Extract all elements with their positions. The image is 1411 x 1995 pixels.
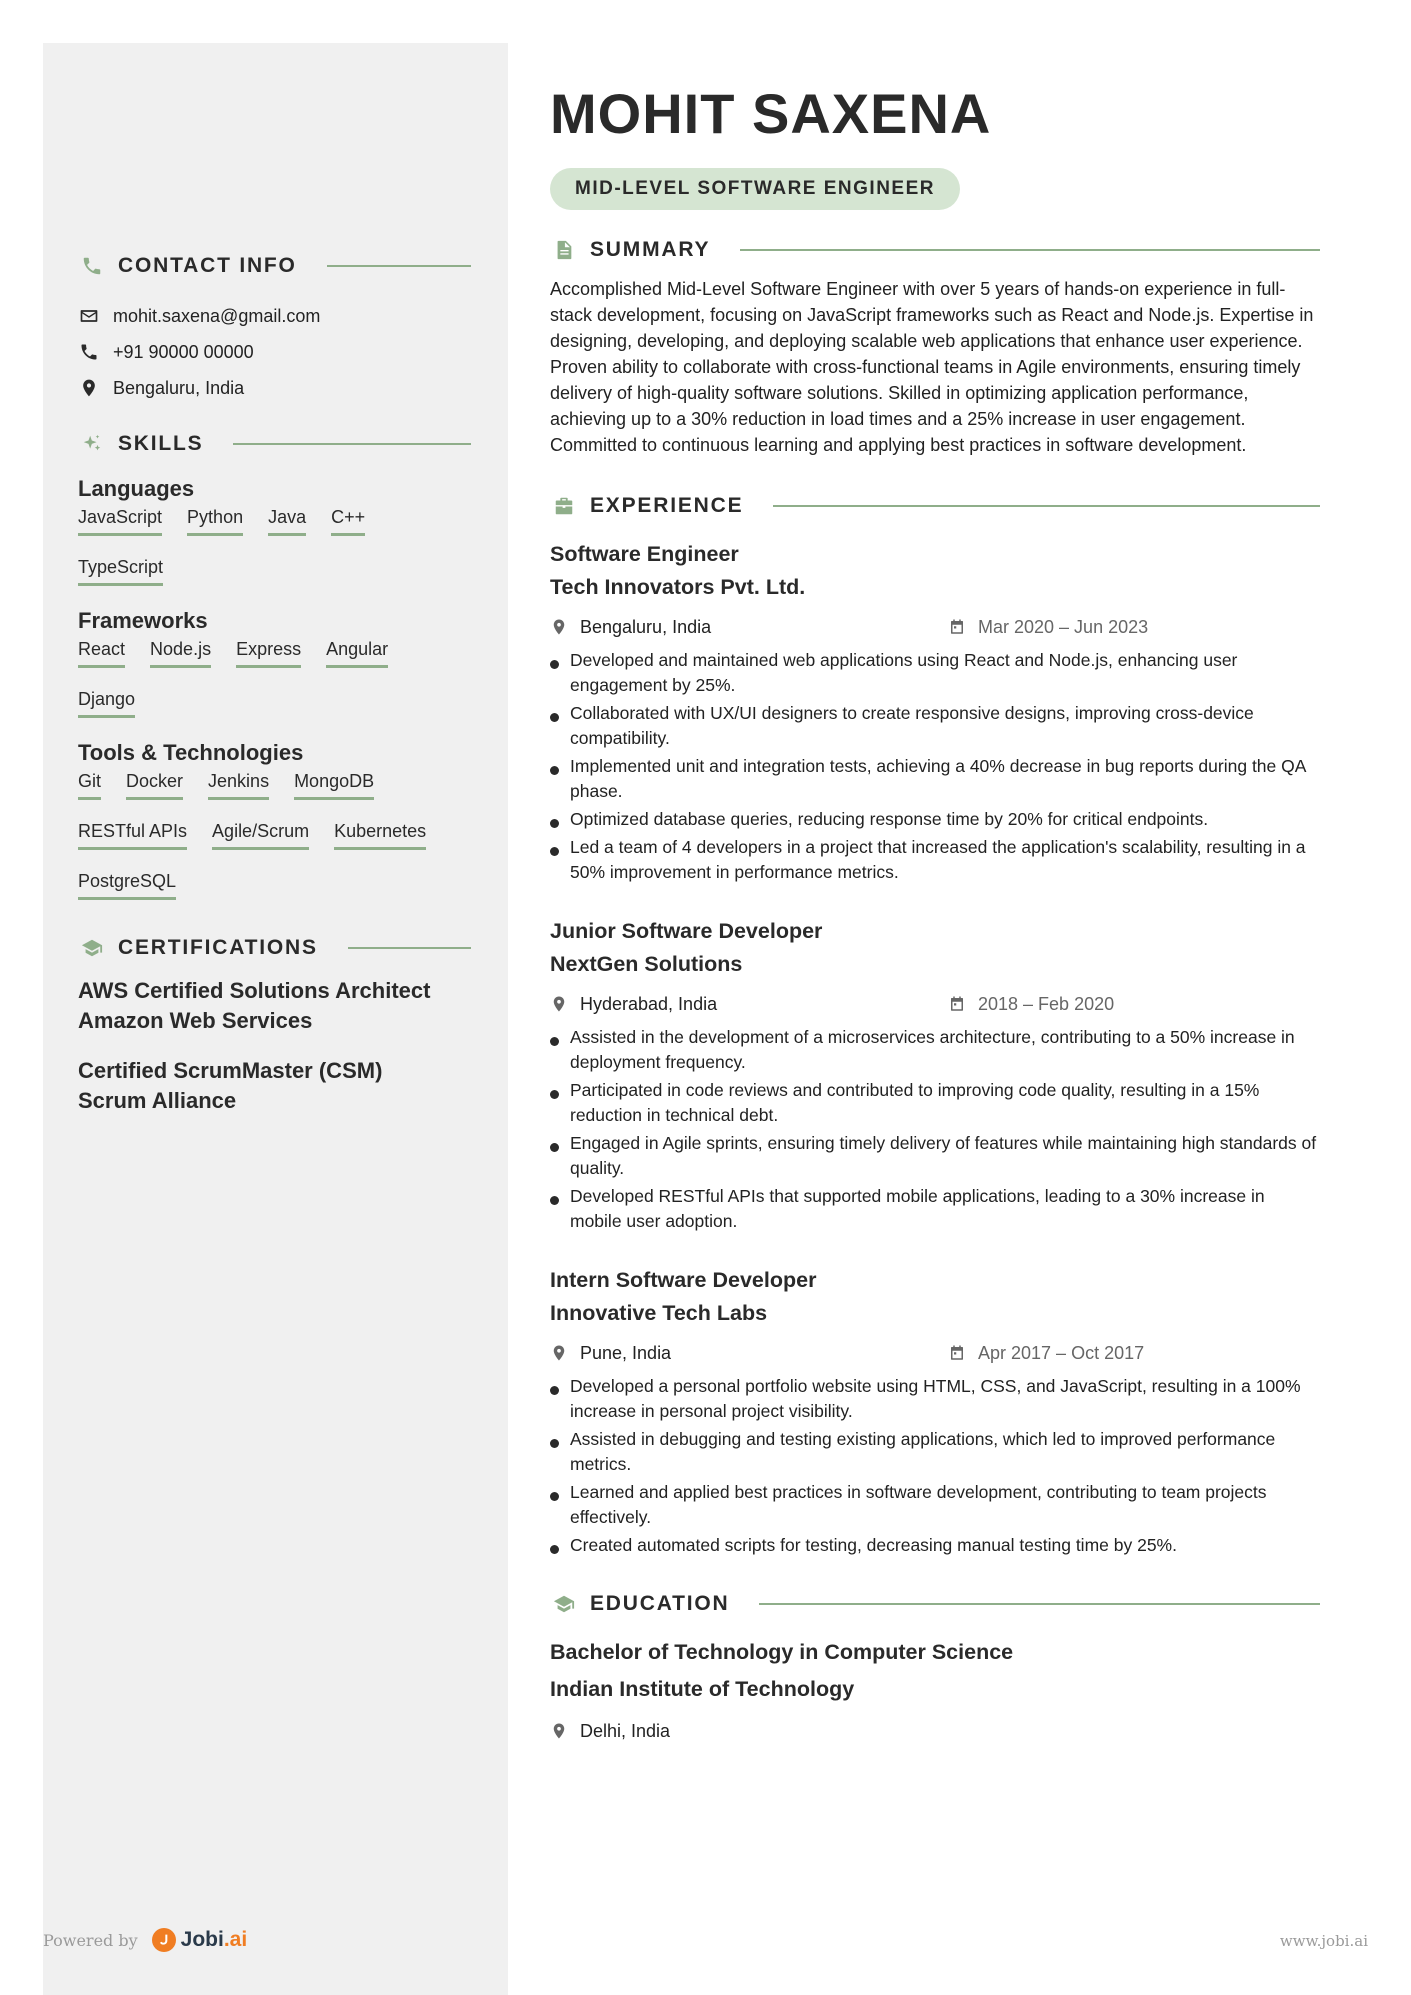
- contact-location: Bengaluru, India: [113, 377, 245, 398]
- certification-issuer: Amazon Web Services: [78, 1008, 313, 1033]
- skill-tag: Express: [236, 638, 301, 668]
- job-bullet: Created automated scripts for testing, decreasing manual testing time by 25%.: [550, 1533, 1320, 1558]
- job-title: Software Engineer: [550, 542, 739, 566]
- contact-list: [78, 298, 471, 406]
- location-pin-icon: [550, 618, 568, 636]
- skill-group-title: Tools & Technologies: [78, 740, 304, 765]
- experience-header: [550, 488, 1320, 524]
- phone-icon: [78, 252, 106, 280]
- sidebar-content: [78, 248, 471, 1136]
- skill-group-tools: [78, 740, 471, 900]
- job-meta: [550, 610, 1320, 644]
- skills-title: SKILLS: [118, 432, 204, 455]
- contact-email-row: [78, 298, 471, 334]
- skill-tag: Jenkins: [208, 770, 269, 800]
- job-location: [550, 1343, 948, 1364]
- job-entry: [550, 915, 1320, 1234]
- job-bullet: Collaborated with UX/UI designers to create responsive designs, improving cross-device compatibility.: [550, 701, 1320, 751]
- powered-by: [43, 1928, 247, 1952]
- brand-name: Jobi: [180, 1928, 224, 1951]
- location-pin-icon: [78, 377, 100, 399]
- calendar-icon: [948, 618, 966, 636]
- job-location: [550, 617, 948, 638]
- jobi-logo-text[interactable]: [181, 1928, 248, 1952]
- job-meta: [550, 1336, 1320, 1370]
- certifications-header: [78, 930, 471, 966]
- contact-phone: +91 90000 00000: [113, 341, 254, 362]
- main-content: [550, 80, 1320, 1748]
- summary-header: [550, 232, 1320, 268]
- job-location-text: Pune, India: [580, 1342, 672, 1363]
- briefcase-icon: [550, 492, 578, 520]
- job-dates: [948, 1343, 1144, 1364]
- job-location: [550, 994, 948, 1015]
- contact-info-title: CONTACT INFO: [118, 254, 297, 277]
- summary-text: Accomplished Mid-Level Software Engineer with over 5 years of hands-on experience in full-stack development, focusing on JavaScript frameworks such as React and Node.js. Expertise in designing, developing, and deploying scalable web applications that enhance user experience. Proven ability to collaborate with cross-functional teams in Agile environments, ensuring timely delivery of high-quality software solutions. Skilled in optimizing application performance, achieving up to a 30% reduction in load times and a 25% increase in user engagement. Committed to continuous learning and applying best practices in software development.: [550, 279, 1314, 455]
- calendar-icon: [948, 1344, 966, 1362]
- education-location: [550, 1721, 948, 1742]
- section-divider: [327, 265, 471, 267]
- skill-tag: Node.js: [150, 638, 211, 668]
- skill-tag: PostgreSQL: [78, 870, 176, 900]
- jobi-logo-icon: [152, 1928, 176, 1952]
- candidate-name: MOHIT SAXENA: [550, 82, 992, 145]
- certification-name: AWS Certified Solutions Architect: [78, 978, 431, 1003]
- certification-list: [78, 976, 471, 1116]
- skill-tag: React: [78, 638, 125, 668]
- section-divider: [759, 1603, 1320, 1605]
- certification-item: [78, 1056, 471, 1116]
- section-divider: [233, 443, 471, 445]
- experience-title: EXPERIENCE: [590, 494, 744, 517]
- education-entry: [550, 1634, 1320, 1748]
- location-pin-icon: [550, 1344, 568, 1362]
- job-bullet: Developed RESTful APIs that supported mobile applications, leading to a 30% increase in mobile user adoption.: [550, 1184, 1320, 1234]
- section-divider: [348, 947, 471, 949]
- job-location-text: Hyderabad, India: [580, 993, 718, 1014]
- job-title: Junior Software Developer: [550, 919, 823, 943]
- education-title: EDUCATION: [590, 1592, 730, 1615]
- job-dates: [948, 617, 1148, 638]
- skill-group-title: Languages: [78, 476, 195, 501]
- job-bullet: Learned and applied best practices in software development, contributing to team projects effectively.: [550, 1480, 1320, 1530]
- job-entry: [550, 538, 1320, 885]
- section-divider: [740, 249, 1320, 251]
- job-bullet: Led a team of 4 developers in a project that increased the application's scalability, resulting in a 50% improvement in performance metrics.: [550, 835, 1320, 885]
- job-bullet: Engaged in Agile sprints, ensuring timely delivery of features while maintaining high standards of quality.: [550, 1131, 1320, 1181]
- contact-location-row: [78, 370, 471, 406]
- brand-suffix: .ai: [223, 1928, 248, 1951]
- job-meta: [550, 987, 1320, 1021]
- skill-tags: [78, 770, 471, 900]
- certifications-title: CERTIFICATIONS: [118, 936, 318, 959]
- contact-info-header: [78, 248, 471, 284]
- powered-by-label: Powered by: [43, 1930, 138, 1950]
- job-title: Intern Software Developer: [550, 1268, 817, 1292]
- location-pin-icon: [550, 995, 568, 1013]
- job-dates-text: 2018 – Feb 2020: [978, 993, 1115, 1014]
- sidebar: [43, 43, 508, 1995]
- certification-name: Certified ScrumMaster (CSM): [78, 1058, 383, 1083]
- document-icon: [550, 236, 578, 264]
- job-bullets: [550, 1374, 1320, 1558]
- job-entry: [550, 1264, 1320, 1558]
- job-location-text: Bengaluru, India: [580, 616, 712, 637]
- education-location-text: Delhi, India: [580, 1720, 671, 1741]
- job-bullets: [550, 648, 1320, 885]
- education-meta: [550, 1714, 1320, 1748]
- summary-title: SUMMARY: [590, 238, 711, 261]
- job-bullet: Implemented unit and integration tests, achieving a 40% decrease in bug reports during the QA phase.: [550, 754, 1320, 804]
- job-bullet: Developed and maintained web applications using React and Node.js, enhancing user engagement by 25%.: [550, 648, 1320, 698]
- skill-tags: [78, 506, 471, 586]
- footer-website[interactable]: www.jobi.ai: [1279, 1932, 1368, 1950]
- job-company: NextGen Solutions: [550, 952, 743, 976]
- skill-tag: Git: [78, 770, 101, 800]
- skill-tag: Angular: [326, 638, 388, 668]
- contact-phone-row: [78, 334, 471, 370]
- role-badge: MID-LEVEL SOFTWARE ENGINEER: [550, 168, 960, 210]
- skill-tag: TypeScript: [78, 556, 163, 586]
- calendar-icon: [948, 995, 966, 1013]
- job-bullets: [550, 1025, 1320, 1234]
- job-bullet: Assisted in debugging and testing existing applications, which led to improved performance metrics.: [550, 1427, 1320, 1477]
- skill-tag: RESTful APIs: [78, 820, 187, 850]
- certification-issuer: Scrum Alliance: [78, 1088, 237, 1113]
- skill-tag: C++: [331, 506, 365, 536]
- skill-tag: MongoDB: [294, 770, 374, 800]
- contact-email[interactable]: mohit.saxena@gmail.com: [113, 305, 321, 326]
- skills-header: [78, 426, 471, 462]
- job-bullet: Assisted in the development of a microservices architecture, contributing to a 50% increase in deployment frequency.: [550, 1025, 1320, 1075]
- skill-tag: Java: [268, 506, 306, 536]
- education-school: Indian Institute of Technology: [550, 1677, 855, 1701]
- graduation-cap-icon: [78, 934, 106, 962]
- skill-tag: Docker: [126, 770, 183, 800]
- skill-tag: Python: [187, 506, 243, 536]
- job-company: Innovative Tech Labs: [550, 1301, 768, 1325]
- section-divider: [773, 505, 1320, 507]
- phone-icon: [78, 341, 100, 363]
- skill-tag: Agile/Scrum: [212, 820, 309, 850]
- mail-icon: [78, 305, 100, 327]
- skill-group-title: Frameworks: [78, 608, 208, 633]
- location-pin-icon: [550, 1722, 568, 1740]
- job-dates: [948, 994, 1114, 1015]
- skill-tag: Django: [78, 688, 135, 718]
- job-company: Tech Innovators Pvt. Ltd.: [550, 575, 806, 599]
- graduation-cap-icon: [550, 1590, 578, 1618]
- skill-group-frameworks: [78, 608, 471, 718]
- certification-item: [78, 976, 471, 1036]
- job-bullet: Developed a personal portfolio website using HTML, CSS, and JavaScript, resulting in a 100% increase in personal project visibility.: [550, 1374, 1320, 1424]
- skill-tag: JavaScript: [78, 506, 162, 536]
- education-degree: Bachelor of Technology in Computer Science: [550, 1640, 1014, 1664]
- education-header: [550, 1586, 1320, 1622]
- job-dates-text: Mar 2020 – Jun 2023: [978, 616, 1149, 637]
- skill-tag: Kubernetes: [334, 820, 426, 850]
- skill-group-languages: [78, 476, 471, 586]
- job-dates-text: Apr 2017 – Oct 2017: [978, 1342, 1145, 1363]
- job-bullet: Participated in code reviews and contributed to improving code quality, resulting in a 15% reduction in technical debt.: [550, 1078, 1320, 1128]
- job-bullet: Optimized database queries, reducing response time by 20% for critical endpoints.: [550, 807, 1320, 832]
- sparkle-icon: [78, 430, 106, 458]
- skill-tags: [78, 638, 471, 718]
